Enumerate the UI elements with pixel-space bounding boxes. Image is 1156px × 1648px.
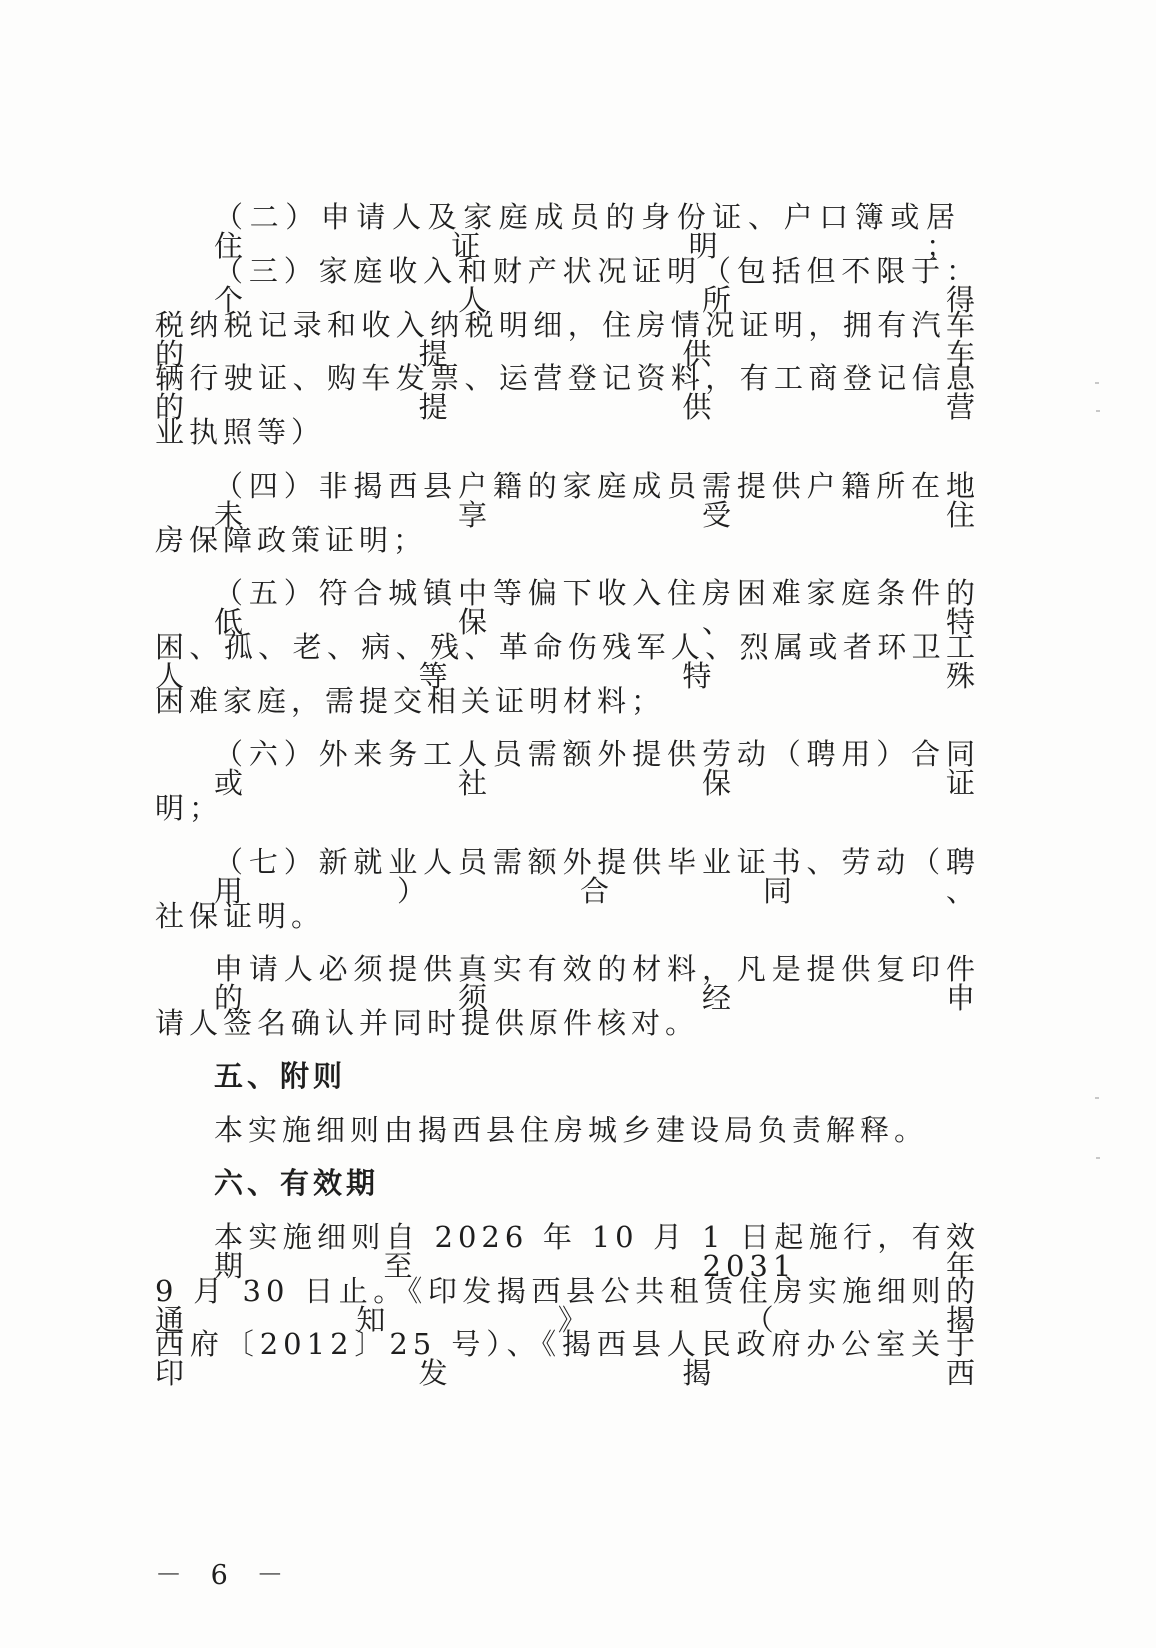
section-6-heading: 六、有效期 xyxy=(214,1166,380,1200)
item-3-line-4: 业执照等） xyxy=(155,415,326,449)
section-6-line-1: 本实施细则自 2026 年 10 月 1 日起施行，有效期至 2031 年 xyxy=(214,1220,980,1283)
item-3-line-2: 税纳税记录和收入纳税明细，住房情况证明，拥有汽车的提供车 xyxy=(155,308,980,371)
item-7-line-2: 社保证明。 xyxy=(155,899,326,933)
section-6-line-2: 9 月 30 日止。《印发揭西县公共租赁住房实施细则的通知》（揭 xyxy=(155,1274,980,1337)
item-3-line-3: 辆行驶证、购车发票、运营登记资料，有工商登记信息的提供营 xyxy=(155,361,980,424)
scan-speck xyxy=(1096,1157,1100,1159)
item-3-line-1: （三）家庭收入和财产状况证明（包括但不限于：个人所得 xyxy=(214,254,980,317)
item-5-line-3: 困难家庭，需提交相关证明材料； xyxy=(155,684,666,718)
scan-speck xyxy=(1095,1097,1099,1099)
item-4-line-1: （四）非揭西县户籍的家庭成员需提供户籍所在地未享受住 xyxy=(214,469,980,532)
page-number: － 6 － xyxy=(155,1560,294,1591)
item-7-line-1: （七）新就业人员需额外提供毕业证书、劳动（聘用）合同、 xyxy=(214,845,980,908)
section-5-body: 本实施细则由揭西县住房城乡建设局负责解释。 xyxy=(214,1113,929,1147)
applicant-note-line-2: 请人签名确认并同时提供原件核对。 xyxy=(155,1006,700,1040)
item-5-line-1: （五）符合城镇中等偏下收入住房困难家庭条件的低保、特 xyxy=(214,576,980,639)
scan-speck xyxy=(1096,410,1100,412)
item-2-line: （二）申请人及家庭成员的身份证、户口簿或居住证明； xyxy=(214,200,960,263)
applicant-note-line-1: 申请人必须提供真实有效的材料，凡是提供复印件的须经申 xyxy=(214,952,980,1015)
section-6-line-3: 西府〔2012〕25 号）、《揭西县人民政府办公室关于印发揭西 xyxy=(155,1327,980,1390)
item-4-line-2: 房保障政策证明； xyxy=(155,523,428,557)
item-6-line-2: 明； xyxy=(155,791,224,825)
item-6-line-1: （六）外来务工人员需额外提供劳动（聘用）合同或社保证 xyxy=(214,737,980,800)
scan-speck xyxy=(1095,382,1099,384)
section-5-heading: 五、附则 xyxy=(214,1059,347,1093)
item-5-line-2: 困、孤、老、病、残、革命伤残军人、烈属或者环卫工人等特殊 xyxy=(155,630,980,693)
